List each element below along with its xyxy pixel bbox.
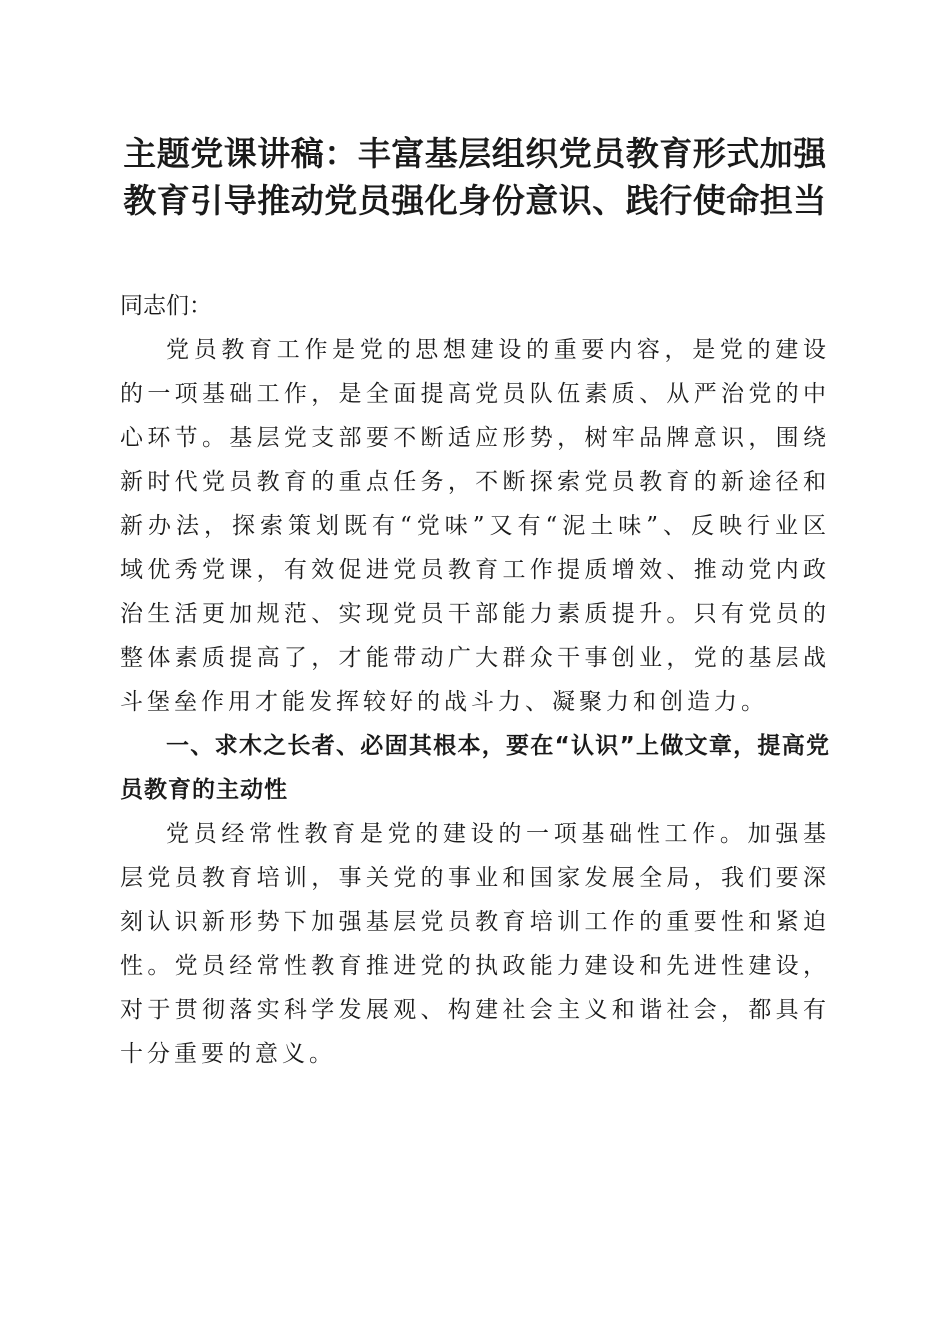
greeting: 同志们： xyxy=(120,293,212,319)
document-title: 主题党课讲稿：丰富基层组织党员教育形式加强教育引导推动党员强化身份意识、践行使命担当 xyxy=(123,134,827,220)
document-page xyxy=(120,130,830,1076)
intro-paragraph: 党员教育工作是党的思想建设的重要内容，是党的建设的一项基础工作，是全面提高党员队伍素质、从严治党的中心环节。基层党支部要不断适应形势，树牢品牌意识，围绕新时代党员教育的重点任务，不断探索党员教育的新途径和新办法，探索策划既有“党味”又有“泥土味”、反映行业区域优秀党课，有效促进党员教育工作提质增效、推动党内政治生活更加规范、实现党员干部能力素质提升。只有党员的整体素质提高了，才能带动广大群众干事创业，党的基层战斗堡垒作用才能发挥较好的战斗力、凝聚力和创造力。 xyxy=(120,337,830,715)
section-1-heading: 一、求木之长者、必固其根本，要在“认识”上做文章，提高党员教育的主动性 xyxy=(120,733,830,803)
section-1-paragraph: 党员经常性教育是党的建设的一项基础性工作。加强基层党员教育培训，事关党的事业和国家发展全局，我们要深刻认识新形势下加强基层党员教育培训工作的重要性和紧迫性。党员经常性教育推进党的执政能力建设和先进性建设，对于贯彻落实科学发展观、构建社会主义和谐社会，都具有十分重要的意义。 xyxy=(120,821,830,1067)
